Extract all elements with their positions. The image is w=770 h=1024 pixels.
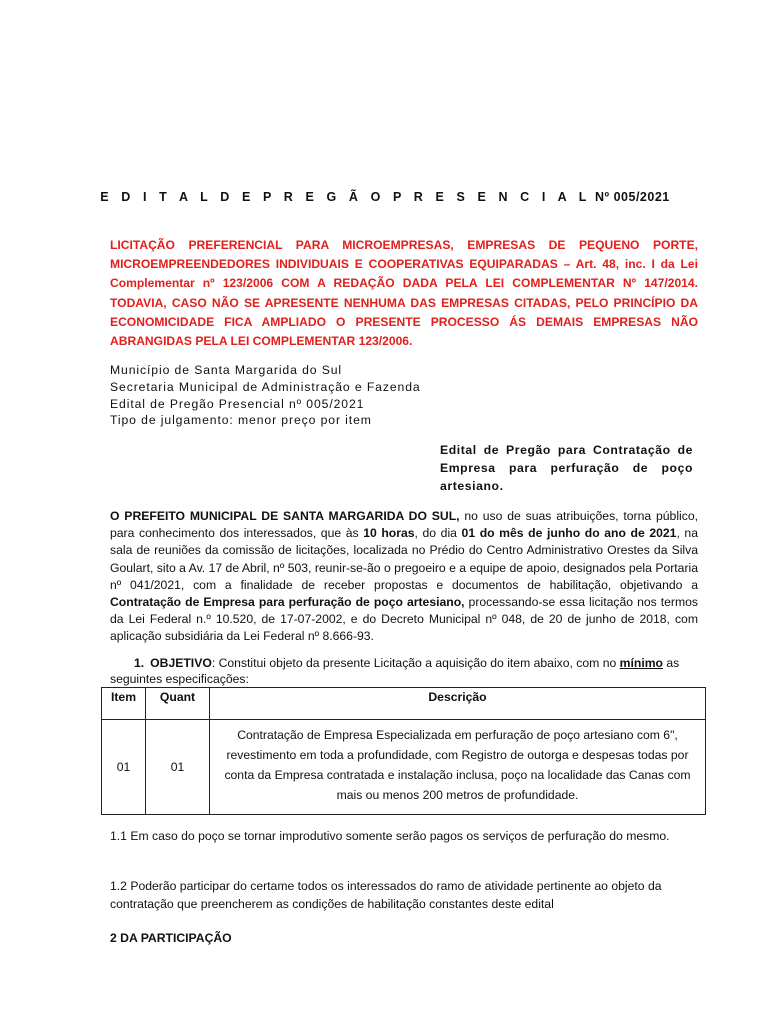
preferential-notice: LICITAÇÃO PREFERENCIAL PARA MICROEMPRESAS, EMPRESAS DE PEQUENO PORTE, MICROEMPREENDEDORES INDIVIDUAIS E COOPERATIVAS EQUIPARADAS – Art. 48, inc. I da Lei Complementar nº 123/2006 COM A REDAÇÃO DADA PELA LEI COMPLEMENTAR Nº 147/2014. TODAVIA, CASO NÃO SE APRESENTE NENHUMA DAS EMPRESAS CITADAS, PELO PRINCÍPIO DA ECONOMICIDADE FICA AMPLIADO O PRESENTE PROCESSO ÁS DEMAIS EMPRESAS NÃO ABRANGIDAS PELA LEI COMPLEMENTAR 123/2006. [110, 238, 698, 349]
table-header-quant: Quant [146, 688, 210, 720]
header-lines [110, 362, 698, 429]
header-line-edital: Edital de Pregão Presencial nº 005/2021 [110, 396, 365, 411]
preamble-text-3: , na sala de reuniões da comissão de licitações, localizada no Prédio do Centro Administrativo Orestes da Silva Goulart, sito a Av. 17 de Abril, nº 503, reunir-se-ão o pregoeiro e a equipe de apoio, designados pela Portaria nº 041/2021, com a finalidade de receber propostas e documentos de habilitação, objetivando a [110, 526, 698, 592]
table-cell-description: Contratação de Empresa Especializada em perfuração de poço artesiano com 6", revestimento em toda a profundidade, com Registro de outorga e despesas todas por conta da Empresa contratada e instalação inclusa, poço na localidade das Canas com mais ou menos 200 metros de profundidade. [210, 720, 706, 815]
objetivo-label: OBJETIVO [150, 656, 212, 670]
header-line-municipality: Município de Santa Margarida do Sul [110, 363, 343, 377]
table-header-row [102, 688, 706, 720]
preamble-paragraph [110, 508, 698, 646]
title-spaced-text: E D I T A L D E P R E G Ã O P R E S E N C I A L [100, 190, 592, 204]
paragraph-1-1: 1.1 Em caso do poço se tornar improdutivo somente serão pagos os serviços de perfuração do mesmo. [110, 829, 670, 843]
document-title [0, 190, 770, 204]
objetivo-minimum: mínimo [619, 656, 664, 670]
table-header-item: Item [102, 688, 146, 720]
preamble-text-4: processando-se essa licitação nos termos da Lei Federal n.º 10.520, de 17-07-2002, e do Decreto Municipal nº 048, de 20 de junho de 2018, com aplicação subsidiária da Lei Federal nº 8.666-93. [110, 595, 698, 644]
table-cell-quant: 01 [146, 720, 210, 815]
table-row [102, 720, 706, 815]
objetivo-text-1: : Constitui objeto da presente Licitação a aquisição do item abaixo, com no [211, 656, 620, 670]
title-number: Nº 005/2021 [595, 190, 670, 204]
preamble-mayor: O PREFEITO MUNICIPAL DE SANTA MARGARIDA DO SUL, [110, 509, 460, 523]
objetivo-number: 1. [134, 656, 145, 670]
table-cell-item: 01 [102, 720, 146, 815]
header-line-secretariat: Secretaria Municipal de Administração e Fazenda [110, 379, 421, 394]
table-header-description: Descrição [210, 688, 706, 720]
preamble-hour: 10 horas [363, 526, 415, 541]
items-table [101, 687, 706, 815]
section-2-title: 2 DA PARTICIPAÇÃO [110, 931, 232, 945]
objetivo-text-2: as seguintes especificações: [110, 656, 680, 686]
header-line-judgment-type: Tipo de julgamento: menor preço por item [110, 413, 372, 428]
preamble-date: 01 do mês de junho do ano de 2021 [461, 526, 677, 541]
edital-subject: Edital de Pregão para Contratação de Empresa para perfuração de poço artesiano. [440, 443, 693, 493]
objetivo-paragraph [110, 656, 698, 687]
paragraph-1-2: 1.2 Poderão participar do certame todos os interessados do ramo de atividade pertinente ao objeto da contratação que preencherem as condições de habilitação constantes deste edital [110, 879, 662, 911]
preamble-text-1: no uso de suas atribuições, torna público, para conhecimento dos interessados, que às [110, 509, 698, 541]
preamble-object: Contratação de Empresa para perfuração de poço artesiano, [110, 595, 465, 610]
preamble-text-2: , do dia [414, 526, 462, 541]
